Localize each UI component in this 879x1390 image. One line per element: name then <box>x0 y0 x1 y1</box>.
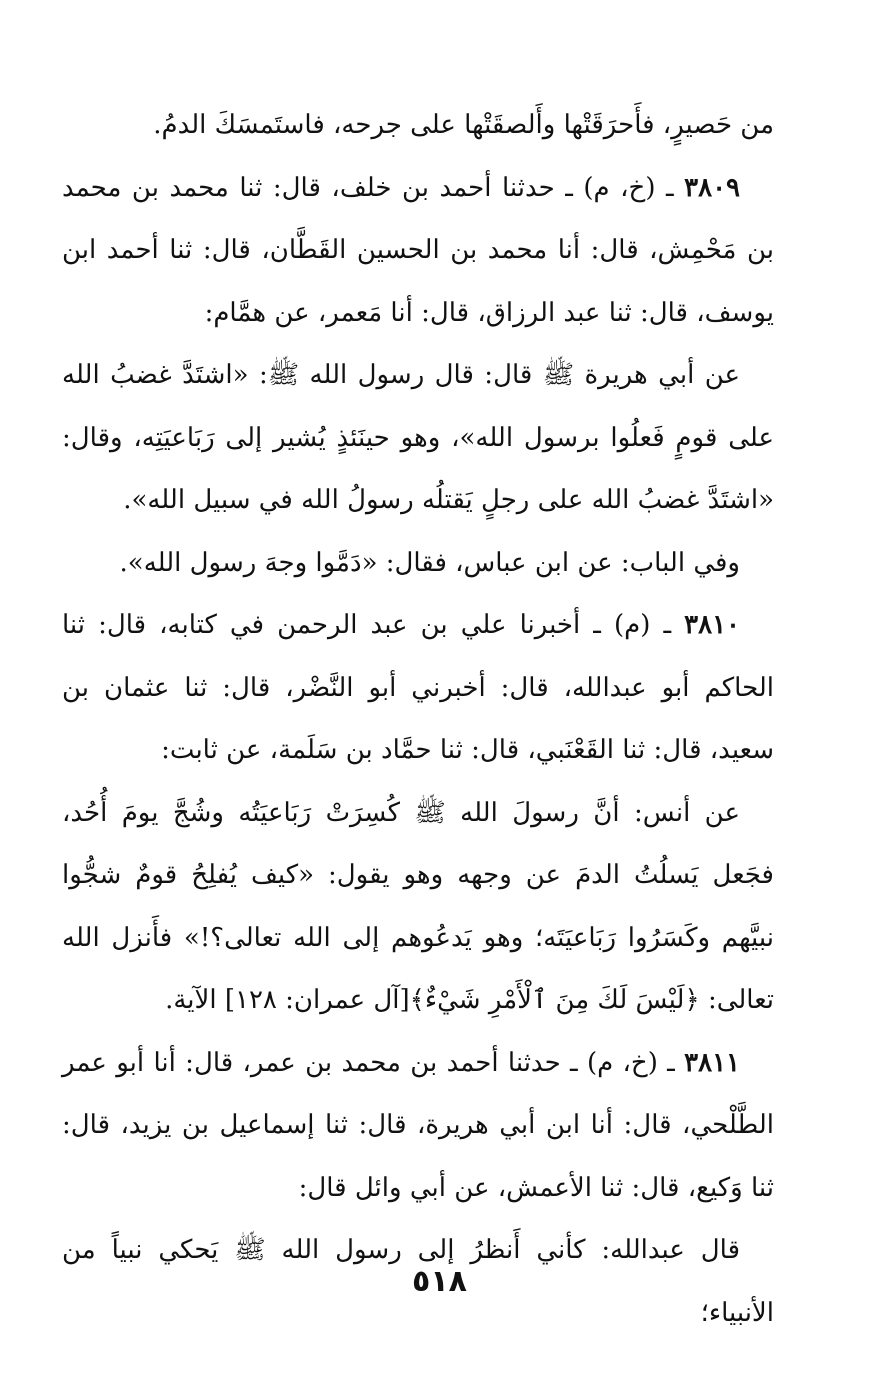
matn-text: عن أنس: أنَّ رسولَ الله ﷺ كُسِرَتْ رَبَاعيَتُه وشُجَّ يومَ أُحُد، فجَعل يَسلُتُ الدمَ عن وجهه وهو يقول: «كيف يُفلِحُ قومٌ شجُّوا نبيَّهم وكَسَرُوا رَبَاعيَتَه؛ وهو يَدعُوهم إلى الله تعالى؟!» فأَنزل الله تعالى: ﴿لَيْسَ لَكَ مِنَ ٱلْأَمْرِ شَيْءٌ﴾[آل عمران: ١٢٨] الآية. <box>62 797 774 1015</box>
bab-note <box>62 532 774 595</box>
bab-text: وفي الباب: عن ابن عباس، فقال: «دَمَّوا وجهَ رسول الله». <box>119 547 740 578</box>
hadith-number: ٣٨٠٩ <box>684 172 740 203</box>
paragraph-text: من حَصيرٍ، فأَحرَقَتْها وأَلصقَتْها على جرحه، فاستَمسَكَ الدمُ. <box>153 110 774 140</box>
page-body <box>62 94 774 1344</box>
hadith-number: ٣٨١١ <box>684 1047 740 1078</box>
page-number: ٥١٨ <box>412 1264 467 1299</box>
isnad-text: ـ (م) ـ أخبرنا علي بن عبد الرحمن في كتابه، قال: ثنا الحاكم أبو عبدالله، قال: أخبرني أبو النَّضْر، قال: ثنا عثمان بن سعيد، قال: ثنا القَعْنَبي، قال: ثنا حمَّاد بن سَلَمة، عن ثابت: <box>62 610 774 765</box>
hadith-3811 <box>62 1032 774 1220</box>
isnad-text: ـ (خ، م) ـ حدثنا أحمد بن خلف، قال: ثنا محمد بن محمد بن مَحْمِش، قال: أنا محمد بن الحسين القَطَّان، قال: ثنا أحمد ابن يوسف، قال: ثنا عبد الرزاق، قال: أنا مَعمر، عن همَّام: <box>62 172 774 328</box>
hadith-3809 <box>62 157 774 345</box>
matn-text: قال عبدالله: كأني أَنظرُ إلى رسول الله ﷺ يَحكي نبياً من الأنبياء؛ <box>62 1235 774 1328</box>
hadith-3810 <box>62 594 774 782</box>
matn-3809 <box>62 344 774 532</box>
isnad-text: ـ (خ، م) ـ حدثنا أحمد بن محمد بن عمر، قال: أنا أبو عمر الطَّلْحي، قال: أنا ابن أبي هريرة، قال: ثنا إسماعيل بن يزيد، قال: ثنا وَكيع، قال: ثنا الأعمش، عن أبي وائل قال: <box>62 1047 774 1203</box>
paragraph-continuation <box>62 94 774 157</box>
matn-text: عن أبي هريرة ﷺ قال: قال رسول الله ﷺ: «اشتَدَّ غضبُ الله على قومٍ فَعلُوا برسول الله»، وهو حينَئذٍ يُشير إلى رَبَاعيَتِه، وقال: «اشتَدَّ غضبُ الله على رجلٍ يَقتلُه رسولُ الله في سبيل الله». <box>62 360 774 515</box>
hadith-number: ٣٨١٠ <box>684 610 740 640</box>
matn-3810 <box>62 782 774 1032</box>
